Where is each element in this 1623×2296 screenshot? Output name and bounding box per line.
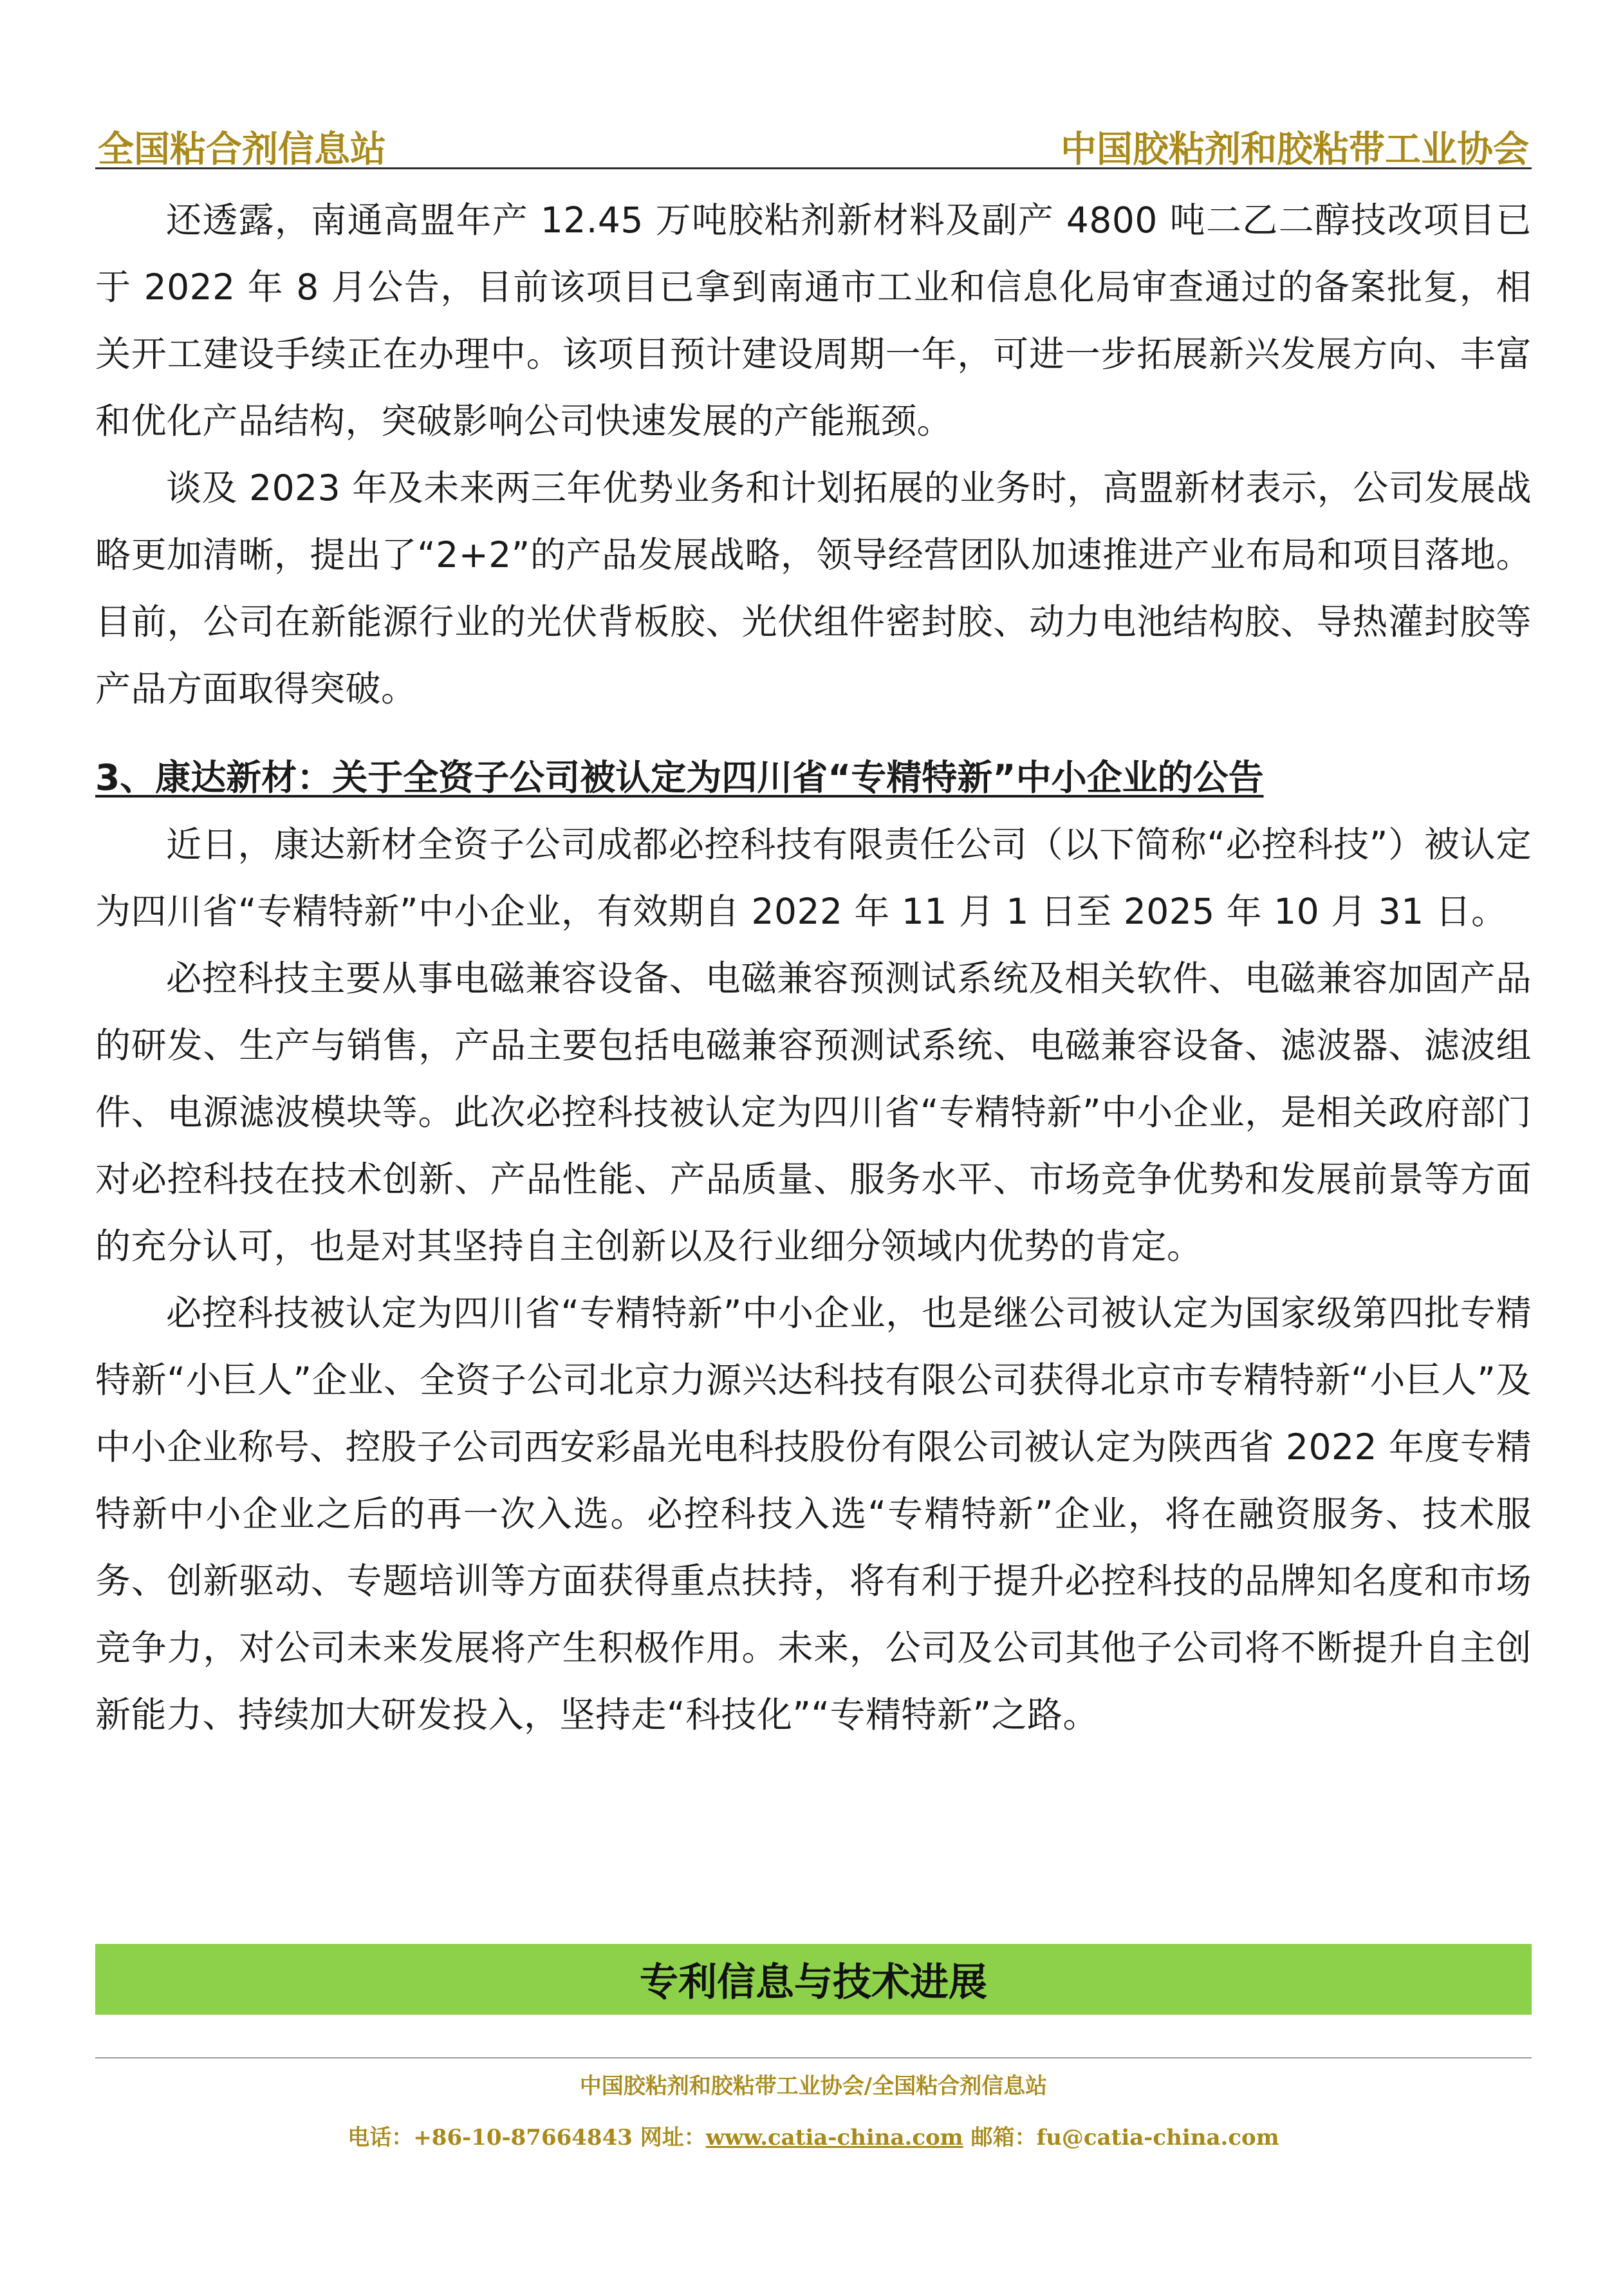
paragraph-3: 近日，康达新材全资子公司成都必控科技有限责任公司（以下简称“必控科技”）被认定为四川省“专精特新”中小企业，有效期自 2022 年 11 月 1 日至 2025 年 10 月 31 日。 — [95, 824, 1532, 932]
footer-website-link[interactable]: www.catia-china.com — [705, 2125, 963, 2151]
paragraph-2: 谈及 2023 年及未来两三年优势业务和计划拓展的业务时，高盟新材表示，公司发展战略更加清晰，提出了“2+2”的产品发展战略，领导经营团队加速推进产业布局和项目落地。目前，公司在新能源行业的光伏背板胶、光伏组件密封胶、动力电池结构胶、导热灌封胶等产品方面取得突破。 — [95, 467, 1532, 709]
page-header — [95, 116, 1532, 169]
section-banner — [95, 1944, 1532, 2015]
footer-divider — [95, 2057, 1532, 2058]
header-right-title: 中国胶粘剂和胶粘带工业协会 — [1061, 129, 1529, 171]
paragraph-5: 必控科技被认定为四川省“专精特新”中小企业，也是继公司被认定为国家级第四批专精特新“小巨人”企业、全资子公司北京力源兴达科技有限公司获得北京市专精特新“小巨人”及中小企业称号、控股子公司西安彩晶光电科技股份有限公司被认定为陕西省 2022 年度专精特新中小企业之后的再一次入选。必控科技入选“专精特新”企业，将在融资服务、技术服务、创新驱动、专题培训等方面获得重点扶持，将有利于提升必控科技的品牌知名度和市场竞争力，对公司未来发展将产生积极作用。未来，公司及公司其他子公司将不断提升自主创新能力、持续加大研发投入，坚持走“科技化”“专精特新”之路。 — [95, 1293, 1532, 1735]
header-left-title: 全国粘合剂信息站 — [98, 129, 386, 171]
footer-org: 中国胶粘剂和胶粘带工业协会/全国粘合剂信息站 — [579, 2073, 1048, 2099]
paragraph-4: 必控科技主要从事电磁兼容设备、电磁兼容预测试系统及相关软件、电磁兼容加固产品的研发、生产与销售，产品主要包括电磁兼容预测试系统、电磁兼容设备、滤波器、滤波组件、电源滤波模块等。此次必控科技被认定为四川省“专精特新”中小企业，是相关政府部门对必控科技在技术创新、产品性能、产品质量、服务水平、市场竞争优势和发展前景等方面的充分认可，也是对其坚持自主创新以及行业细分领域内优势的肯定。 — [95, 958, 1532, 1267]
footer-phone: 电话：+86-10-87664843 网址： — [348, 2125, 706, 2151]
section-banner-label: 专利信息与技术进展 — [640, 1960, 987, 2005]
section-3-title: 3、康达新材：关于全资子公司被认定为四川省“专精特新”中小企业的公告 — [95, 757, 1264, 798]
footer-contact — [95, 2109, 1532, 2167]
paragraph-1: 还透露，南通高盟年产 12.45 万吨胶粘剂新材料及副产 4800 吨二乙二醇技改项目已于 2022 年 8 月公告，目前该项目已拿到南通市工业和信息化局审查通过的备案批复，相关开工建设手续正在办理中。该项目预计建设周期一年，可进一步拓展新兴发展方向、丰富和优化产品结构，突破影响公司快速发展的产能瓶颈。 — [95, 200, 1532, 442]
page-footer — [95, 2064, 1532, 2167]
article-body — [95, 187, 1532, 1748]
footer-email[interactable]: fu@catia-china.com — [1036, 2125, 1279, 2151]
footer-email-label: 邮箱： — [963, 2125, 1037, 2151]
